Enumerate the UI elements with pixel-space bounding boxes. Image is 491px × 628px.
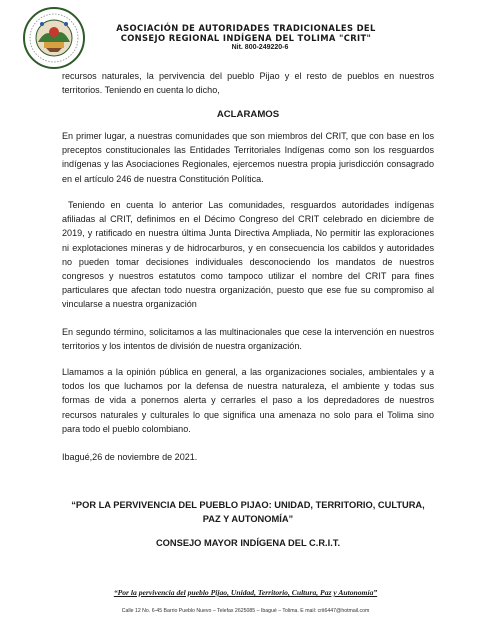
paragraph-2: Teniendo en cuenta lo anterior Las comunidades, resguardos autoridades indígenas afiliadas al CRIT, definimos en el Décimo Congreso del CRIT celebrado en diciembre de 2019, y ratificado en nuestra última Junta Directiva Ampliada, No permitir las exploraciones ni explotaciones mineras y de hidrocarburos, y en consecuencia los cabildos y autoridades no pueden tomar decisiones individuales desconociendo los mandatos de nuestros congresos y nuestros estatutos como tampoco utilizar el nombre del CRIT para fines particulares que afectan todo nuestra organización, puesto que ese fue su compromiso al vincularse a nuestra organización	[62, 200, 434, 310]
slogan-line-2: PAZ Y AUTONOMÍA”	[202, 514, 294, 524]
date-line: Ibagué,26 de noviembre de 2021.	[62, 452, 198, 462]
signature-block: CONSEJO MAYOR INDÍGENA DEL C.R.I.T.	[155, 538, 341, 548]
org-name-line1: ASOCIACIÓN DE AUTORIDADES TRADICIONALES DEL	[116, 23, 376, 33]
crit-seal-logo-icon	[22, 6, 86, 70]
heading-aclaramos: ACLARAMOS	[216, 109, 280, 120]
org-name-line2: CONSEJO REGIONAL INDÍGENA DEL TOLIMA "CRIT"	[120, 33, 372, 43]
footer-slogan: “Por la pervivencia del pueblo Pijao, Unidad, Territorio, Cultura, Paz y Autonomía”	[113, 588, 378, 597]
org-nit: Nit. 800-249220-6	[231, 44, 289, 51]
paragraph-4: Llamamos a la opinión pública en general, a las organizaciones sociales, ambientales y a todos los que luchamos por la defensa de nuestra naturaleza, el ambiente y todas sus formas de vida a ponernos alerta y cerrarles el paso a los depredadores de nuestros recursos naturales y culturales lo que significa una amenaza no solo para el Tolima sino para todo el pueblo colombiano.	[62, 367, 434, 434]
intro-paragraph: recursos naturales, la pervivencia del pueblo Pijao y el resto de pueblos en nuestros territorios. Teniendo en cuenta lo dicho,	[62, 71, 434, 96]
footer-address: Calle 12 No. 6-45 Barrio Pueblo Nuevo – Telefax 2625085 – Ibagué – Tolima. E mail: crit6447@hotmail.com	[121, 608, 370, 614]
letterhead	[116, 23, 376, 53]
paragraph-3: En segundo término, solicitamos a las multinacionales que cese la intervención en nuestros territorios y los intentos de división de nuestra organización.	[62, 327, 434, 352]
slogan-line-1: “POR LA PERVIVENCIA DEL PUEBLO PIJAO: UNIDAD, TERRITORIO, CULTURA,	[71, 500, 425, 510]
paragraph-1: En primer lugar, a nuestras comunidades que son miembros del CRIT, que con base en los preceptos constitucionales las Entidades Territoriales Indígenas como son los resguardos indígenas y las Asociaciones Regionales, ejercemos nuestra propia jurisdicción consagrado en el artículo 246 de nuestra Constitución Política.	[62, 131, 434, 184]
